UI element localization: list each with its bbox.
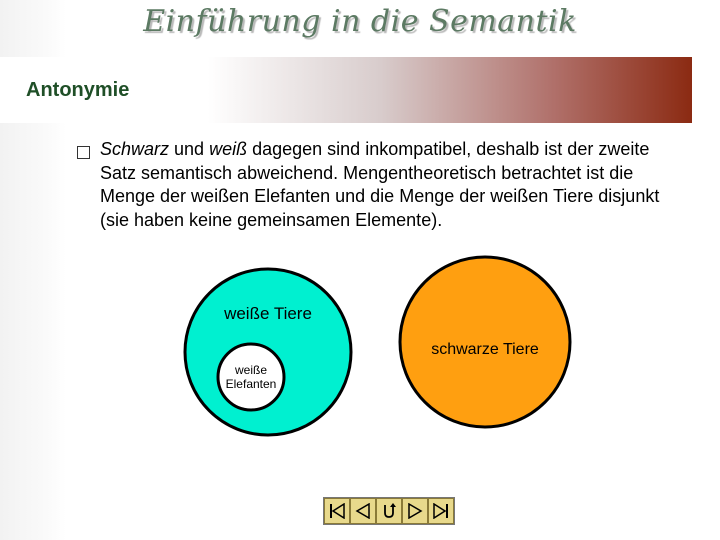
slide-title: Antonymie [26,79,130,101]
first-slide-button[interactable] [324,498,350,524]
last-slide-button[interactable] [428,498,454,524]
bullet-word-weiss: weiß [209,139,248,159]
previous-slide-button[interactable] [350,498,376,524]
white-elephants-label-line2: Elefanten [225,377,277,391]
bullet-word-schwarz: Schwarz [100,139,170,159]
previous-icon [354,503,372,519]
white-elephants-label-line1: weiße [234,363,268,377]
return-icon [380,503,398,519]
bullet-conjunction: und [169,139,210,159]
slide-navigation [323,497,455,525]
white-animals-label: weiße Tiere [224,304,312,323]
next-slide-button[interactable] [402,498,428,524]
header-title: Einführung in die Semantik [143,4,577,39]
last-icon [432,503,450,519]
next-icon [406,503,424,519]
bullet-rest: dagegen sind inkompatibel, deshalb ist der zweite Satz semantisch abweichend. Mengentheoretisch betrachtet ist die Menge der weißen Elefanten und die Menge der weißen Tiere disjunkt (sie haben keine gemeinsamen Elemente). [100,139,660,230]
return-button[interactable] [376,498,402,524]
black-animals-label: schwarze Tiere [431,341,539,358]
first-icon [328,503,346,519]
